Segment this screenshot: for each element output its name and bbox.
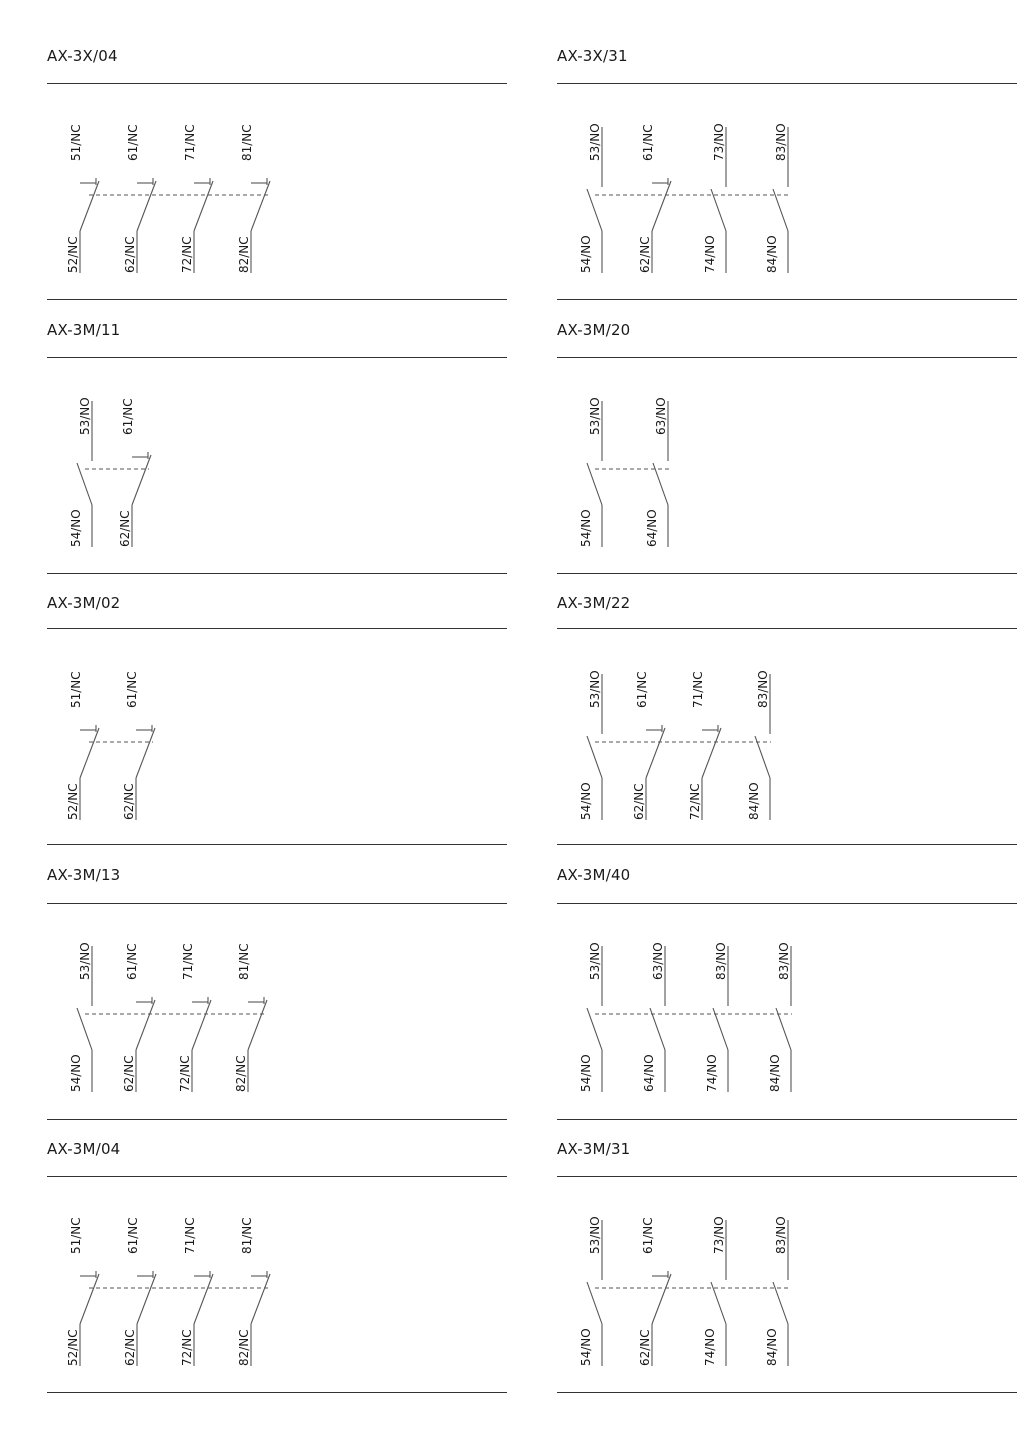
terminal-label-top: 61/NC (125, 671, 139, 708)
terminal-label-top: 61/NC (126, 1217, 140, 1254)
no-blade (587, 463, 602, 505)
contact-diagram (557, 594, 1017, 850)
terminal-label-bottom: 52/NC (66, 1329, 80, 1366)
panel-title: AX-3X/31 (557, 47, 628, 65)
contact-no (765, 123, 788, 273)
no-blade (587, 736, 602, 778)
terminal-label-bottom: 84/NO (747, 782, 761, 820)
contact-diagram (557, 866, 1017, 1122)
panel-title: AX-3M/02 (47, 594, 121, 612)
terminal-label-bottom: 74/NO (703, 235, 717, 273)
nc-blade (136, 1000, 155, 1050)
panel-ax-3m-11 (47, 321, 507, 577)
contact-nc (122, 943, 155, 1092)
nc-blade (80, 1274, 99, 1324)
panel-title: AX-3X/04 (47, 47, 118, 65)
panel-ax-3x-31 (557, 47, 1017, 303)
terminal-label-top: 83/NO (714, 942, 728, 980)
bottom-rule (47, 1392, 507, 1393)
terminal-label-bottom: 54/NO (69, 509, 83, 547)
panel-title: AX-3M/31 (557, 1140, 631, 1158)
terminal-label-top: 73/NO (712, 123, 726, 161)
panel-ax-3x-04 (47, 47, 507, 303)
contact-diagram (557, 321, 1017, 577)
contact-diagram (47, 47, 507, 303)
terminal-label-top: 61/NC (641, 1217, 655, 1254)
terminal-label-bottom: 82/NC (237, 1329, 251, 1366)
terminal-label-bottom: 54/NO (579, 782, 593, 820)
no-blade (587, 1008, 602, 1050)
terminal-label-bottom: 52/NC (66, 783, 80, 820)
terminal-label-bottom: 82/NC (234, 1055, 248, 1092)
terminal-label-bottom: 84/NO (765, 235, 779, 273)
terminal-label-top: 63/NO (651, 942, 665, 980)
nc-blade (251, 1274, 270, 1324)
bottom-rule (47, 1119, 507, 1120)
contact-no (703, 123, 726, 273)
contact-diagram (557, 1140, 1017, 1396)
terminal-label-bottom: 52/NC (66, 236, 80, 273)
terminal-label-bottom: 72/NC (180, 1329, 194, 1366)
contact-nc (638, 124, 671, 273)
terminal-label-top: 83/NO (774, 1216, 788, 1254)
contact-no (747, 670, 770, 820)
contact-no (703, 1216, 726, 1366)
terminal-label-bottom: 62/NC (632, 783, 646, 820)
bottom-rule (47, 299, 507, 300)
contact-nc (180, 1217, 213, 1366)
terminal-label-bottom: 74/NO (703, 1328, 717, 1366)
contact-no (579, 123, 602, 273)
terminal-label-top: 83/NO (777, 942, 791, 980)
panel-title: AX-3M/04 (47, 1140, 121, 1158)
terminal-label-bottom: 54/NO (579, 235, 593, 273)
terminal-label-top: 53/NO (588, 123, 602, 161)
terminal-label-top: 83/NO (774, 123, 788, 161)
panel-title: AX-3M/20 (557, 321, 631, 339)
contact-nc (123, 1217, 156, 1366)
terminal-label-top: 71/NC (181, 943, 195, 980)
nc-blade (80, 181, 99, 231)
terminal-label-top: 83/NO (756, 670, 770, 708)
panel-ax-3m-22 (557, 594, 1017, 850)
contact-nc (237, 124, 270, 273)
terminal-label-bottom: 62/NC (123, 236, 137, 273)
contact-nc (234, 943, 267, 1092)
contact-no (69, 942, 92, 1092)
terminal-label-top: 61/NC (126, 124, 140, 161)
panel-ax-3m-31 (557, 1140, 1017, 1396)
terminal-label-bottom: 82/NC (237, 236, 251, 273)
contact-nc (237, 1217, 270, 1366)
terminal-label-bottom: 84/NO (768, 1054, 782, 1092)
bottom-rule (557, 844, 1017, 845)
terminal-label-bottom: 72/NC (688, 783, 702, 820)
panel-ax-3m-02 (47, 594, 507, 850)
bottom-rule (557, 573, 1017, 574)
terminal-label-top: 53/NO (588, 942, 602, 980)
contact-no (579, 942, 602, 1092)
nc-blade (702, 728, 721, 778)
terminal-label-top: 51/NC (69, 671, 83, 708)
contact-nc (688, 671, 721, 820)
contact-nc (122, 671, 155, 820)
contact-no (642, 942, 665, 1092)
panel-title: AX-3M/11 (47, 321, 121, 339)
terminal-label-top: 61/NC (635, 671, 649, 708)
terminal-label-bottom: 62/NC (122, 1055, 136, 1092)
panel-title: AX-3M/13 (47, 866, 121, 884)
terminal-label-top: 63/NO (654, 397, 668, 435)
panel-ax-3m-13 (47, 866, 507, 1122)
contact-diagram (47, 1140, 507, 1396)
contact-nc (66, 671, 99, 820)
contact-nc (118, 398, 151, 547)
terminal-label-bottom: 62/NC (638, 1329, 652, 1366)
terminal-label-bottom: 64/NO (645, 509, 659, 547)
terminal-label-bottom: 54/NO (579, 1054, 593, 1092)
terminal-label-top: 81/NC (237, 943, 251, 980)
nc-blade (137, 1274, 156, 1324)
terminal-label-top: 53/NO (588, 397, 602, 435)
bottom-rule (557, 1119, 1017, 1120)
no-blade (587, 189, 602, 231)
terminal-label-top: 61/NC (641, 124, 655, 161)
nc-blade (194, 181, 213, 231)
panel-ax-3m-40 (557, 866, 1017, 1122)
bottom-rule (47, 573, 507, 574)
no-blade (587, 1282, 602, 1324)
bottom-rule (557, 299, 1017, 300)
terminal-label-bottom: 62/NC (118, 510, 132, 547)
terminal-label-bottom: 74/NO (705, 1054, 719, 1092)
terminal-label-top: 53/NO (78, 397, 92, 435)
terminal-label-bottom: 72/NC (178, 1055, 192, 1092)
bottom-rule (47, 844, 507, 845)
terminal-label-bottom: 64/NO (642, 1054, 656, 1092)
contact-nc (66, 1217, 99, 1366)
terminal-label-top: 61/NC (125, 943, 139, 980)
terminal-label-top: 53/NO (588, 670, 602, 708)
panel-ax-3m-04 (47, 1140, 507, 1396)
terminal-label-top: 73/NO (712, 1216, 726, 1254)
contact-no (765, 1216, 788, 1366)
terminal-label-bottom: 62/NC (122, 783, 136, 820)
panel-ax-3m-20 (557, 321, 1017, 577)
contact-no (69, 397, 92, 547)
panel-title: AX-3M/22 (557, 594, 631, 612)
nc-blade (132, 455, 151, 505)
contact-diagram (557, 47, 1017, 303)
contact-no (645, 397, 668, 547)
nc-blade (652, 181, 671, 231)
contact-nc (123, 124, 156, 273)
bottom-rule (557, 1392, 1017, 1393)
nc-blade (136, 728, 155, 778)
terminal-label-top: 71/NC (691, 671, 705, 708)
terminal-label-top: 81/NC (240, 124, 254, 161)
contact-nc (638, 1217, 671, 1366)
contact-nc (632, 671, 665, 820)
terminal-label-top: 51/NC (69, 1217, 83, 1254)
nc-blade (137, 181, 156, 231)
contact-no (705, 942, 728, 1092)
terminal-label-top: 51/NC (69, 124, 83, 161)
terminal-label-bottom: 84/NO (765, 1328, 779, 1366)
contact-nc (180, 124, 213, 273)
no-blade (77, 1008, 92, 1050)
terminal-label-bottom: 54/NO (579, 1328, 593, 1366)
contact-diagram (47, 321, 507, 577)
contact-no (579, 397, 602, 547)
nc-blade (652, 1274, 671, 1324)
terminal-label-bottom: 62/NC (123, 1329, 137, 1366)
terminal-label-bottom: 62/NC (638, 236, 652, 273)
contact-diagram (47, 594, 507, 850)
no-blade (77, 463, 92, 505)
panel-title: AX-3M/40 (557, 866, 631, 884)
nc-blade (80, 728, 99, 778)
terminal-label-bottom: 54/NO (69, 1054, 83, 1092)
contact-nc (178, 943, 211, 1092)
terminal-label-bottom: 54/NO (579, 509, 593, 547)
terminal-label-top: 53/NO (588, 1216, 602, 1254)
nc-blade (646, 728, 665, 778)
contact-diagram (47, 866, 507, 1122)
terminal-label-top: 81/NC (240, 1217, 254, 1254)
nc-blade (248, 1000, 267, 1050)
nc-blade (251, 181, 270, 231)
contact-no (768, 942, 791, 1092)
terminal-label-top: 71/NC (183, 1217, 197, 1254)
terminal-label-bottom: 72/NC (180, 236, 194, 273)
terminal-label-top: 71/NC (183, 124, 197, 161)
terminal-label-top: 61/NC (121, 398, 135, 435)
nc-blade (194, 1274, 213, 1324)
nc-blade (192, 1000, 211, 1050)
contact-nc (66, 124, 99, 273)
terminal-label-top: 53/NO (78, 942, 92, 980)
contact-no (579, 1216, 602, 1366)
contact-no (579, 670, 602, 820)
